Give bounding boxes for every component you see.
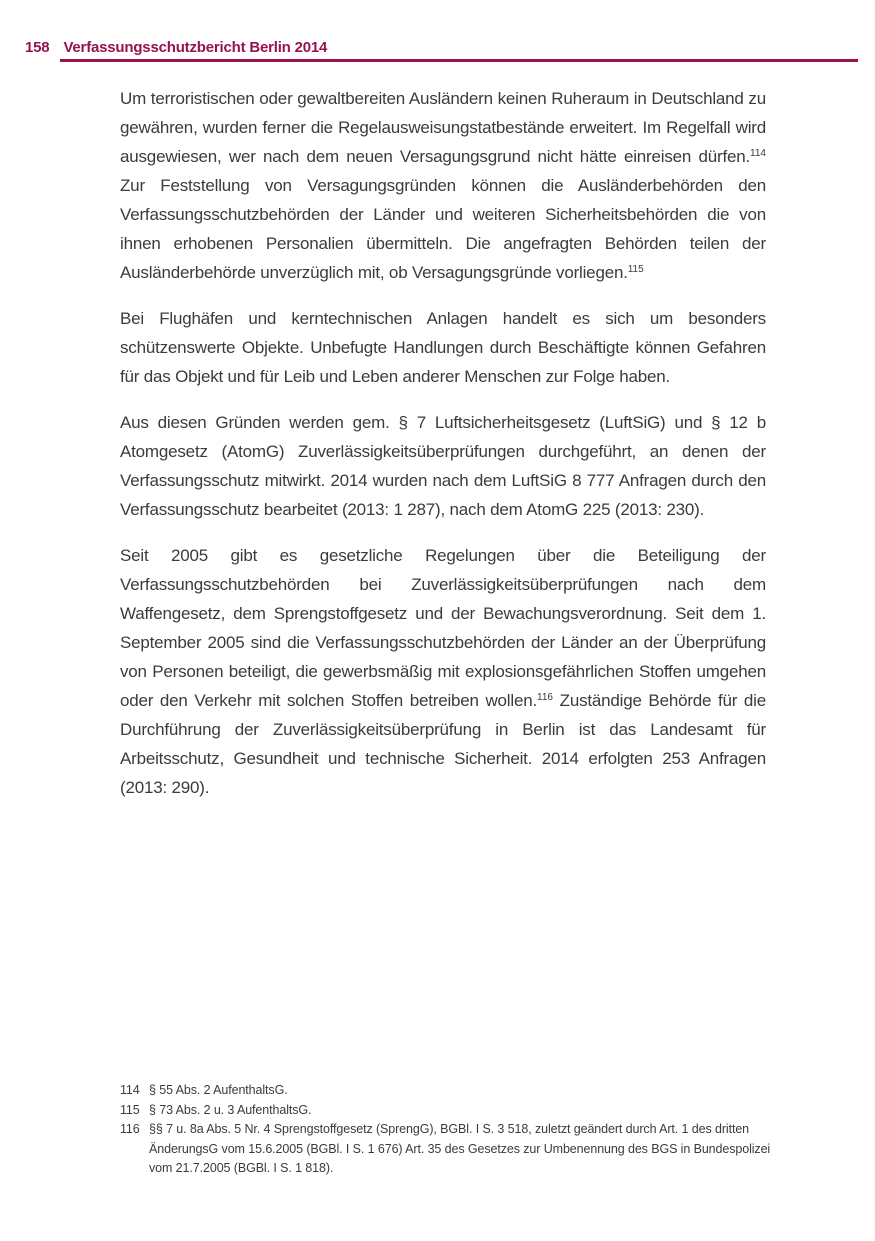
footnote-marker: 115 (627, 264, 644, 275)
footnote (120, 1101, 778, 1121)
footnote-number: 114 (120, 1083, 140, 1097)
footnote-number: 116 (120, 1122, 140, 1136)
body-paragraph: Um terroristischen oder gewaltbereiten Ausländern keinen Ruheraum in Deutschland zu gewähren, wurden ferner die Regelausweisungstatbestände erweitert. Im Regelfall wird ausgewiesen, wer nach dem neuen Versagungsgrund nicht hätte einreisen dürfen.$^{114}$ Zur Feststellung von Versagungsgründen können die Ausländerbehörden den Verfassungsschutzbehörden der Länder und weiteren Sicherheitsbehörden die von ihnen erhobenen Personalien übermitteln. Die angefragten Behörden teilen der Ausländerbehörde unverzüglich mit, ob Versagungsgründe vorliegen.$^{115}$ (120, 89, 766, 282)
body-paragraph: Aus diesen Gründen werden gem. § 7 Luftsicherheitsgesetz (LuftSiG) und § 12 b Atomgesetz (AtomG) Zuverlässigkeitsüberprüfungen durchgeführt, an denen der Verfassungsschutz mitwirkt. 2014 wurden nach dem LuftSiG 8 777 Anfragen durch den Verfassungsschutz bearbeitet (2013: 1 287), nach dem AtomG 225 (2013: 230). (120, 413, 766, 519)
body-text (120, 84, 766, 819)
body-paragraph: Seit 2005 gibt es gesetzliche Regelungen über die Beteiligung der Verfassungsschutzbehörden bei Zuverlässigkeitsüberprüfungen nach dem Waffengesetz, dem Sprengstoffgesetz und der Bewachungsverordnung. Seit dem 1. September 2005 sind die Verfassungsschutzbehörden der Länder an der Überprüfung von Personen beteiligt, die gewerbsmäßig mit explosionsgefährlichen Stoffen umgehen oder den Verkehr mit solchen Stoffen betreiben wollen.$^{116}$ Zuständige Behörde für die Durchführung der Zuverlässigkeitsüberprüfung in Berlin ist das Landesamt für Arbeitsschutz, Gesundheit und technische Sicherheit. 2014 erfolgten 253 Anfragen (2013: 290). (120, 546, 766, 797)
footnote-text: §§ 7 u. 8a Abs. 5 Nr. 4 Sprengstoffgesetz (SprengG), BGBl. I S. 3 518, zuletzt geändert durch Art. 1 des dritten ÄnderungsG vom 15.6.2005 (BGBl. I S. 1 676) Art. 35 des Gesetzes zur Umbenennung des BGS in Bundespolizei vom 21.7.2005 (BGBl. I S. 1 818). (149, 1122, 771, 1175)
footnote-text: § 73 Abs. 2 u. 3 AufenthaltsG. (149, 1102, 312, 1117)
footnote-marker: 114 (750, 148, 766, 159)
page-number: 158 (25, 39, 50, 56)
footnotes-section (120, 1081, 778, 1179)
footnote-number: 115 (120, 1102, 140, 1117)
footnote (120, 1120, 778, 1179)
header-rule (60, 59, 858, 62)
body-paragraph: Bei Flughäfen und kerntechnischen Anlagen handelt es sich um besonders schützenswerte Objekte. Unbefugte Handlungen durch Beschäftigte können Gefahren für das Objekt und für Leib und Leben anderer Menschen zur Folge haben. (120, 309, 766, 386)
footnote (120, 1081, 778, 1101)
footnote-marker: 116 (537, 692, 553, 703)
header-title: Verfassungsschutzbericht Berlin 2014 (63, 39, 328, 56)
page-header (25, 39, 327, 56)
footnote-text: § 55 Abs. 2 AufenthaltsG. (149, 1083, 288, 1097)
